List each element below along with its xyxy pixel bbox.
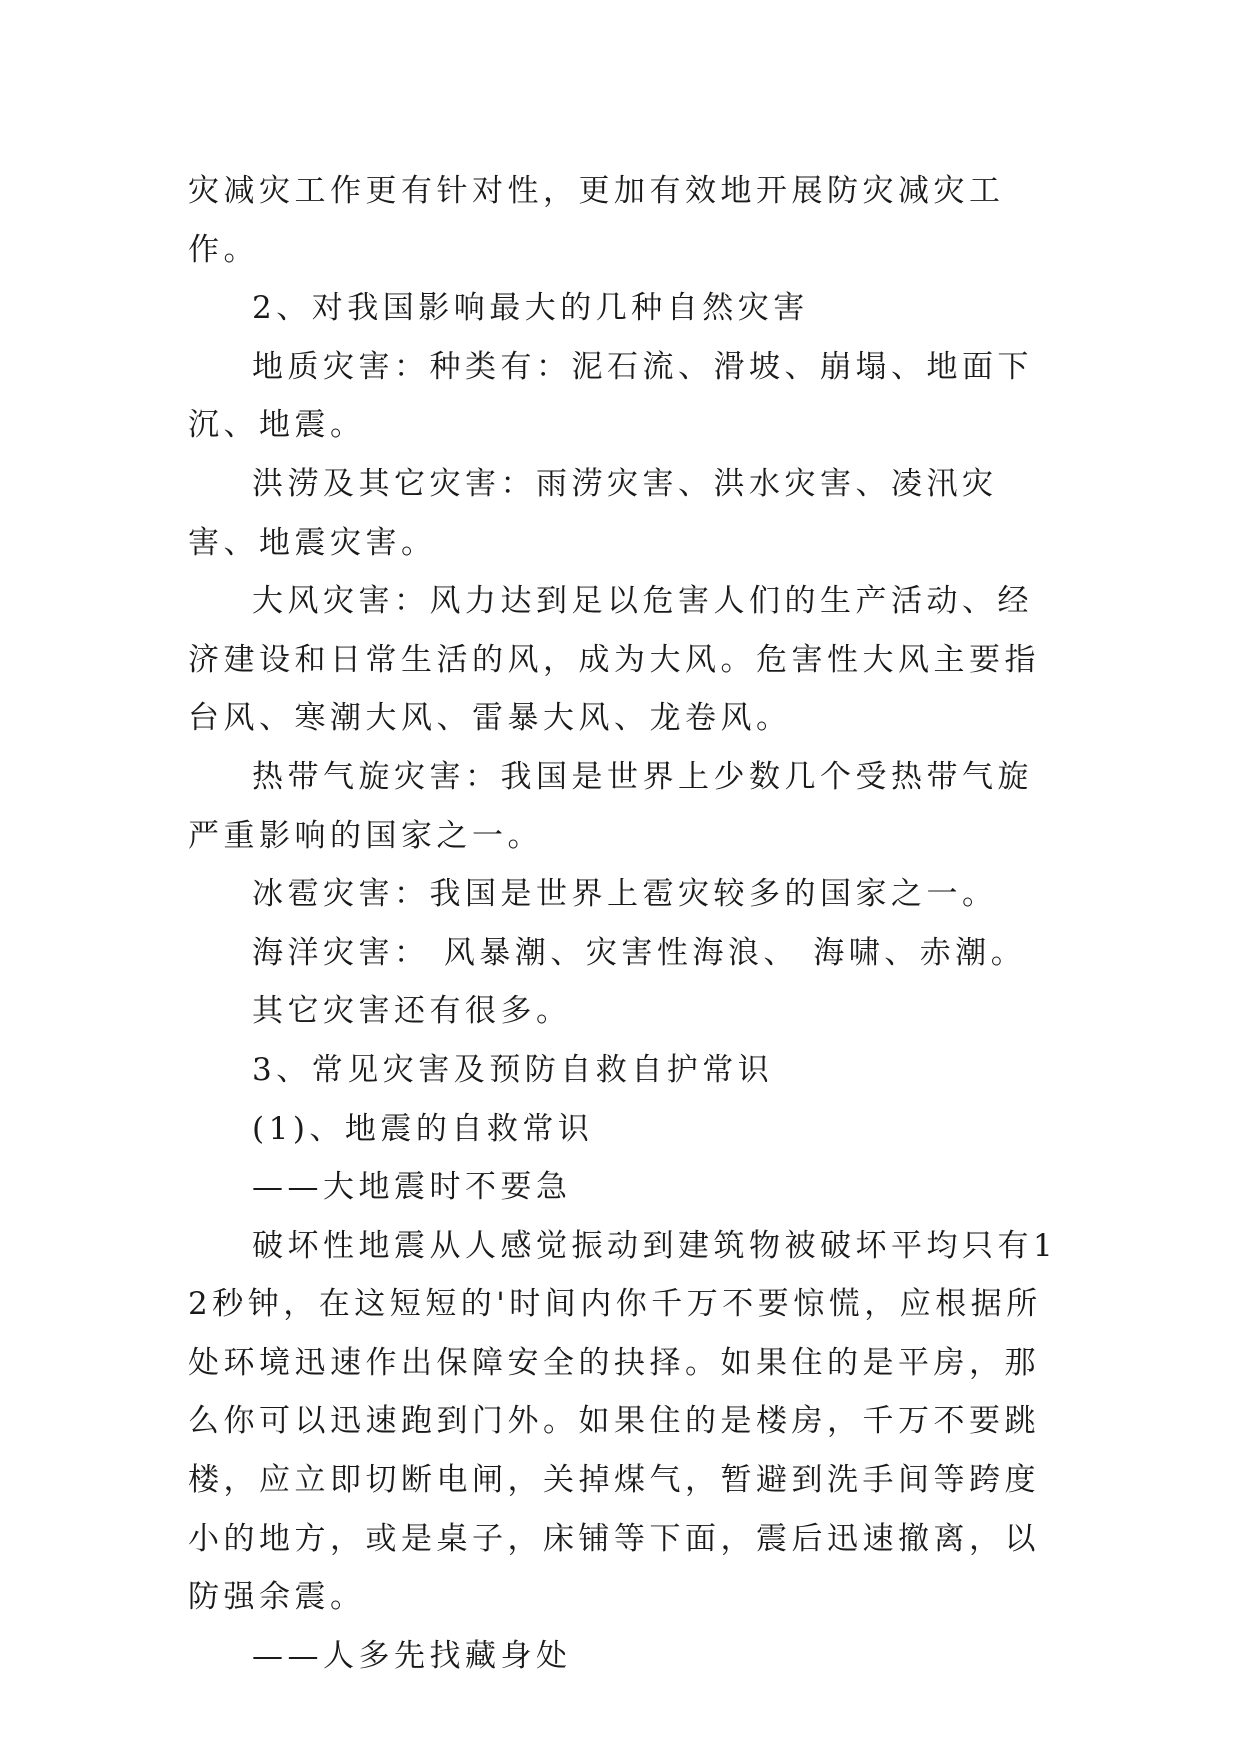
paragraph: 洪涝及其它灾害：雨涝灾害、洪水灾害、凌汛灾害、地震灾害。 xyxy=(188,465,998,561)
document-body xyxy=(188,162,1068,1685)
section-heading: 3、常见灾害及预防自救自护常识 xyxy=(252,1051,774,1088)
tip-heading: ——大地震时不要急 xyxy=(252,1169,572,1206)
tip-heading: ——人多先找藏身处 xyxy=(252,1637,572,1674)
section-heading: 2、对我国影响最大的几种自然灾害 xyxy=(252,290,809,327)
paragraph: 大风灾害：风力达到足以危害人们的生产活动、经济建设和日常生活的风，成为大风。危害性大风主要指台风、寒潮大风、雷暴大风、龙卷风。 xyxy=(188,583,1040,737)
paragraph: 海洋灾害： 风暴潮、灾害性海浪、 海啸、赤潮。 xyxy=(252,934,1027,971)
paragraph: 冰雹灾害：我国是世界上雹灾较多的国家之一。 xyxy=(252,876,998,913)
paragraph: 其它灾害还有很多。 xyxy=(252,993,572,1030)
paragraph: 热带气旋灾害：我国是世界上少数几个受热带气旋严重影响的国家之一。 xyxy=(188,758,1033,854)
paragraph: 破坏性地震从人感觉振动到建筑物被破坏平均只有12秒钟，在这短短的'时间内你千万不要惊慌，应根据所处环境迅速作出保障安全的抉择。如果住的是平房，那么你可以迅速跑到门外。如果住的是楼房，千万不要跳楼，应立即切断电闸，关掉煤气，暂避到洗手间等跨度小的地方，或是桌子，床铺等下面，震后迅速撤离，以防强余震。 xyxy=(188,1227,1058,1616)
subsection-heading: (1)、地震的自救常识 xyxy=(252,1110,594,1147)
paragraph: 地质灾害：种类有：泥石流、滑坡、崩塌、地面下沉、地震。 xyxy=(188,348,1033,444)
paragraph: 灾减灾工作更有针对性，更加有效地开展防灾减灾工作。 xyxy=(188,173,1005,268)
